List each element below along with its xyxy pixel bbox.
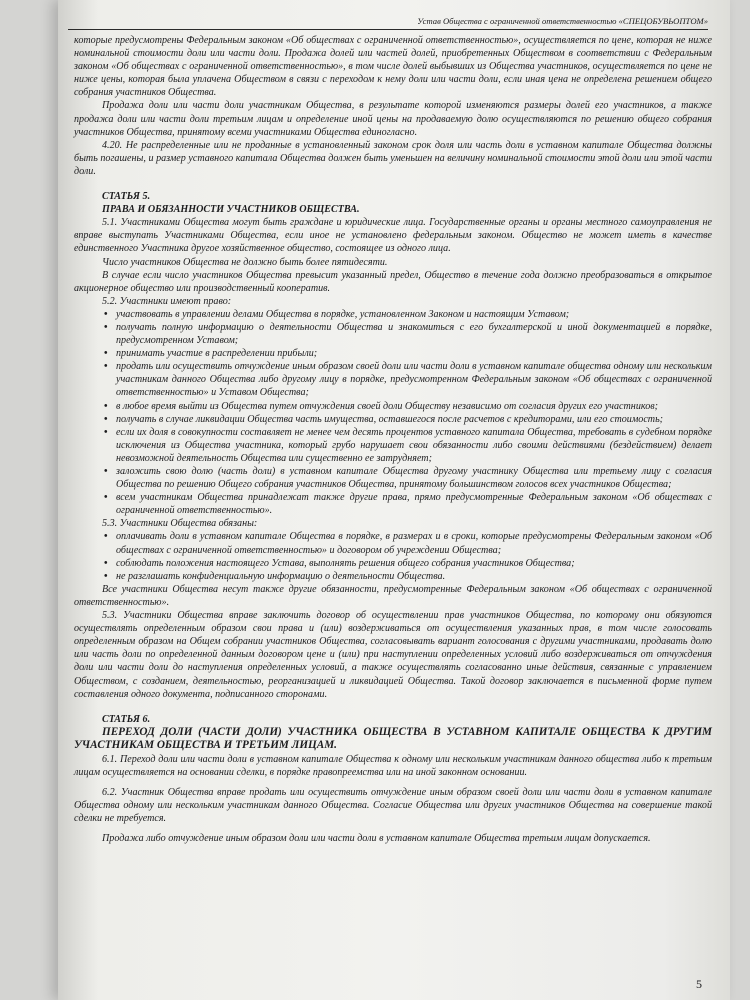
- list-item: • соблюдать положения настоящего Устава, выполнять решения общего собрания участников Общества;: [116, 557, 712, 570]
- clause-5-2: 5.2. Участники имеют право:: [102, 295, 232, 307]
- duties-list: [74, 530, 712, 582]
- clause-6-2: 6.2. Участник Общества вправе продать или осуществить отчуждение иным образом своей доли или части доли в уставном капитале Общества одному или нескольким участникам данного Общества. Согласие Общества или других участников Общества на совершение такой сделки не требуется.: [74, 786, 712, 825]
- paragraph: 4.20. Не распределенные или не проданные в установленный законом срок доля или часть доли в уставном капитале Общества должны быть погашены, и размер уставного капитала Общества должен быть уменьшен на величину номинальной стоимости этой доли или этой части доли.: [74, 139, 712, 177]
- document-page: [58, 0, 730, 1000]
- list-item: • не разглашать конфиденциальную информацию о деятельности Общества.: [116, 570, 712, 583]
- page-number: 5: [696, 977, 702, 991]
- rights-list: [74, 308, 712, 518]
- running-header: Устав Общества с ограниченной ответственностью «СПЕЦОБУВЬОПТОМ»: [68, 16, 708, 30]
- clause-6-1: 6.1. Переход доли или части доли в уставном капитале Общества к одному или нескольким участникам данного общества либо к третьим лицам осуществляется на основании сделки, в порядке правопреемства или на иной законном основании.: [74, 753, 712, 778]
- article-5-title: ПРАВА И ОБЯЗАННОСТИ УЧАСТНИКОВ ОБЩЕСТВА.: [102, 204, 360, 216]
- clause-5-3-agreement: 5.3. Участники Общества вправе заключить договор об осуществлении прав участников Общества, по которому они обязуются осуществлять определенным образом свои права и (или) воздерживаться от осуществления указанных прав, в том числе голосовать определенным образом на Общем собрании участников Общества, согласовывать вариант голосования с другими участниками, продавать долю или часть доли по определенной данным договором цене и (или) при наступлении определенных условий либо воздерживаться от отчуждения доли или части доли до наступления определенных условий, а также осуществлять согласованно иные действия, связанные с управлением Обществом, с созданием, деятельностью, реорганизацией и ликвидацией Общества. Такой договор заключается в письменной форме путем составления одного документа, подписанного сторонами.: [74, 610, 712, 700]
- paragraph: Число участников Общества не должно быть более пятидесяти.: [102, 256, 388, 268]
- page-content: [74, 34, 712, 845]
- list-item: • заложить свою долю (часть доли) в уставном капитале Общества другому участнику Общества или третьему лицу с согласия Общества по решению Общего собрания участников Общества, принятому большинством голосов всех участников Общества;: [116, 465, 712, 491]
- list-item: • всем участникам Общества принадлежат также другие права, прямо предусмотренные Федеральным законом «Об обществах с ограниченной ответственностью».: [116, 491, 712, 517]
- list-item: • если их доля в совокупности составляет не менее чем десять процентов уставного капитала Общества, требовать в судебном порядке исключения из Общества участника, который грубо нарушает свои обязанности либо своими действиями (бездействием) делает невозможной деятельность Общества или существенно ее затрудняет;: [116, 426, 712, 465]
- paragraph: Продажа доли или части доли участникам Общества, в результате которой изменяются размеры долей его участников, а также продажа доли или части доли третьим лицам и определение иной цены на продаваемую долю осуществляются по решению общего собрания участников Общества, принятому всеми участниками Общества единогласно.: [74, 100, 712, 138]
- article-6-title: ПЕРЕХОД ДОЛИ (ЧАСТИ ДОЛИ) УЧАСТНИКА ОБЩЕСТВА В УСТАВНОМ КАПИТАЛЕ ОБЩЕСТВА К ДРУГИМ УЧАСТНИКАМ ОБЩЕСТВА И ТРЕТЬИМ ЛИЦАМ.: [74, 725, 712, 752]
- list-item: • продать или осуществить отчуждение иным образом своей доли или части доли в уставном капитале общества одному или нескольким участникам данного Общества либо другому лицу в порядке, предусмотренном Федеральным законом «Об обществах с ограниченной ответственностью» и Уставом Общества;: [116, 360, 712, 399]
- clause-5-3: 5.3. Участники Общества обязаны:: [102, 518, 258, 530]
- list-item: • получать в случае ликвидации Общества часть имущества, оставшегося после расчетов с кредиторами, или его стоимость;: [116, 413, 712, 426]
- paragraph: Продажа либо отчуждение иным образом доли или части доли в уставном капитале Общества третьим лицам допускается.: [102, 833, 651, 845]
- paragraph: которые предусмотрены Федеральным законом «Об обществах с ограниченной ответственностью», осуществляется по цене, которая не ниже номинальной стоимости доли или части доли. Продажа долей или частей долей, приобретенных Обществом в соответствии с Федеральным законом «Об обществах с ограниченной ответственностью», в том числе долей выбывших из Общества участников, осуществляется по цене не ниже цены, которая была уплачена Обществом в связи с переходом к нему доли или части доли, если иная цена не определена решением общего собрания участников Общества.: [74, 35, 712, 99]
- paragraph: Все участники Общества несут также другие обязанности, предусмотренные Федеральным законом «Об обществах с ограниченной ответственностью».: [74, 583, 712, 608]
- article-5-number: СТАТЬЯ 5.: [102, 191, 151, 203]
- list-item: • получать полную информацию о деятельности Общества и знакомиться с его бухгалтерской и иной документацией в порядке, предусмотренном Уставом;: [116, 321, 712, 347]
- paragraph: В случае если число участников Общества превысит указанный предел, Общество в течение года должно преобразоваться в открытое акционерное общество или производственный кооператив.: [74, 269, 712, 294]
- list-item: • в любое время выйти из Общества путем отчуждения своей доли Обществу независимо от согласия других его участников;: [116, 400, 712, 413]
- list-item: • участвовать в управлении делами Общества в порядке, установленном Законом и настоящим Уставом;: [116, 308, 712, 321]
- list-item: • принимать участие в распределении прибыли;: [116, 347, 712, 360]
- article-6-number: СТАТЬЯ 6.: [102, 713, 151, 725]
- clause-5-1: 5.1. Участниками Общества могут быть граждане и юридические лица. Государственные органы и органы местного самоуправления не вправе выступать Участниками Общества, если иное не установлено федеральным законом. Общество не может иметь в качестве единственного Участника другое хозяйственное общество, состоящее из одного лица.: [74, 217, 712, 255]
- list-item: • оплачивать доли в уставном капитале Общества в порядке, в размерах и в сроки, которые предусмотрены Федеральным законом «Об обществах с ограниченной ответственностью» и договором об учреждении Общества;: [116, 530, 712, 556]
